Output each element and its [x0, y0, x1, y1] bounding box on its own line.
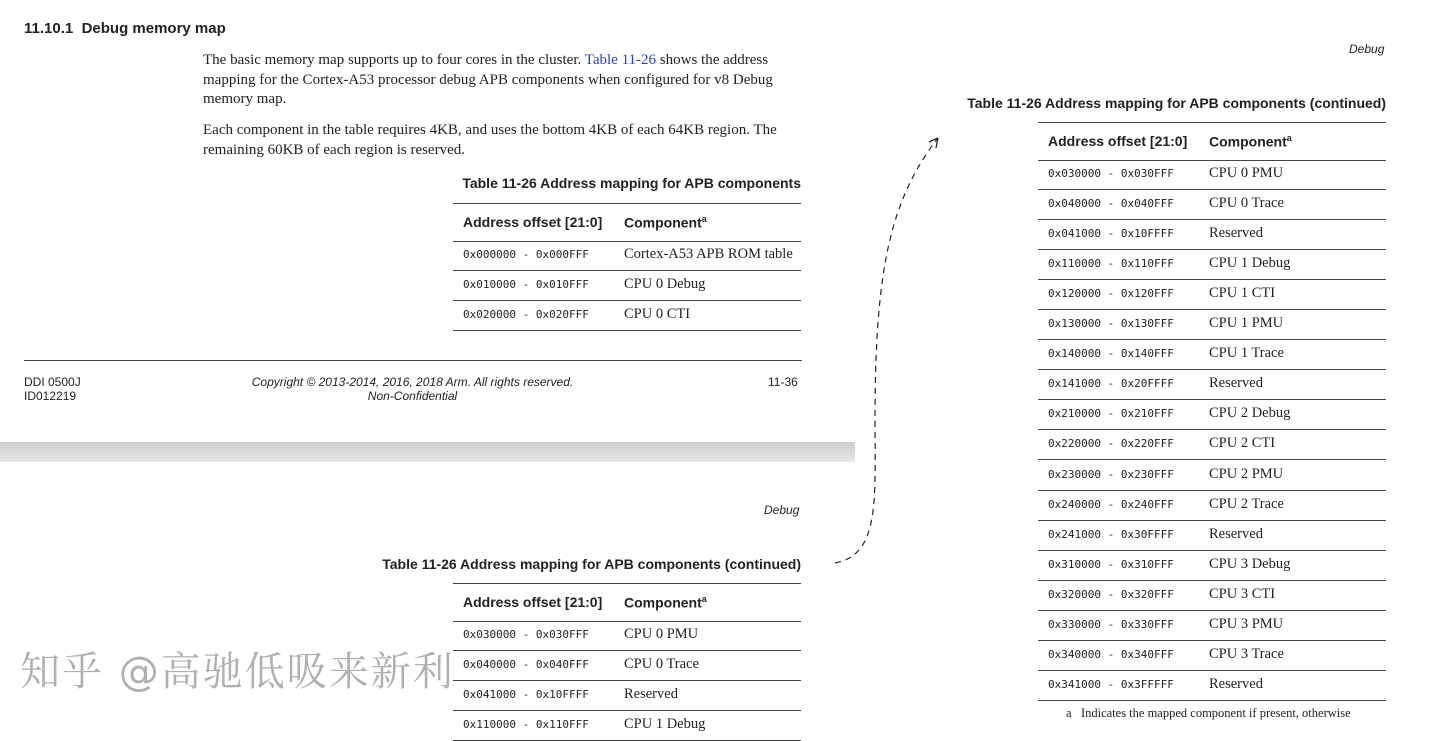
paragraph-1: The basic memory map supports up to four cores in the cluster. Table 11-26 shows the address mapping for the Cortex-A53 processor debug APB components when configured for v8 Debug memory map. — [203, 52, 773, 107]
table-title: Table 11-26 Address mapping for APB components — [462, 175, 801, 191]
table-row — [453, 300, 801, 331]
table-row — [1038, 429, 1386, 460]
table-row — [1038, 640, 1386, 671]
address-cell: 0x010000 - 0x010FFF — [463, 278, 589, 292]
table-row — [1038, 460, 1386, 491]
page-gap — [0, 442, 855, 462]
doc-number: DDI 0500J ID012219 — [24, 375, 81, 403]
address-cell: 0x120000 - 0x120FFF — [1048, 287, 1174, 301]
address-cell: 0x310000 - 0x310FFF — [1048, 557, 1174, 571]
address-cell: 0x041000 - 0x10FFFF — [463, 688, 589, 702]
component-cell: CPU 2 Trace — [1209, 495, 1284, 512]
address-cell: 0x000000 - 0x000FFF — [463, 248, 589, 261]
table-row — [1038, 610, 1386, 641]
table-row — [1038, 339, 1386, 370]
table-row — [1038, 219, 1386, 250]
component-cell: CPU 3 PMU — [1209, 615, 1284, 632]
component-cell: CPU 1 CTI — [1209, 285, 1276, 302]
table-row — [453, 620, 801, 651]
component-cell: CPU 1 Trace — [1209, 345, 1284, 362]
table-header: Address offset [21:0] Component$^a$ — [453, 203, 801, 242]
component-cell: CPU 1 Debug — [624, 716, 706, 733]
component-cell: CPU 3 Trace — [1209, 645, 1284, 662]
component-cell: CPU 2 PMU — [1209, 465, 1284, 482]
copyright: Copyright © 2013-2014, 2016, 2018 Arm. All rights reserved. Non-Confidential — [251, 375, 574, 403]
component-cell: CPU 3 CTI — [1209, 585, 1276, 602]
section-heading: 11.10.1 Debug memory map — [24, 20, 226, 37]
component-cell: CPU 0 Debug — [624, 276, 706, 293]
table-row — [453, 710, 801, 741]
address-cell: 0x220000 - 0x220FFF — [1048, 437, 1174, 451]
table-link[interactable]: Table 11-26 — [584, 52, 657, 68]
address-cell: 0x210000 - 0x210FFF — [1048, 407, 1174, 421]
table-header: Address offset [21:0] Component$^a$ — [453, 583, 801, 622]
component-cell: CPU 1 Debug — [1209, 255, 1291, 272]
page-number: 11-36 — [768, 375, 798, 389]
dashed-arrow — [820, 120, 960, 580]
address-cell: 0x230000 - 0x230FFF — [1048, 467, 1174, 481]
component-cell: Reserved — [1209, 675, 1263, 692]
component-cell: CPU 0 Trace — [624, 656, 699, 673]
table-row — [1038, 399, 1386, 430]
component-cell: CPU 1 PMU — [1209, 315, 1284, 332]
address-cell: 0x041000 - 0x10FFFF — [1048, 227, 1174, 241]
address-cell: 0x241000 - 0x30FFFF — [1048, 527, 1174, 541]
watermark: 知乎 @高驰低吸来新利 — [20, 649, 455, 695]
table-row — [1038, 520, 1386, 551]
address-cell: 0x140000 - 0x140FFF — [1048, 347, 1174, 361]
table-title: Table 11-26 Address mapping for APB components (continued) — [382, 556, 801, 572]
table-row — [453, 270, 801, 301]
address-cell: 0x330000 - 0x330FFF — [1048, 617, 1174, 631]
address-cell: 0x141000 - 0x20FFFF — [1048, 377, 1174, 391]
component-cell: Reserved — [1209, 375, 1263, 392]
component-cell: CPU 0 CTI — [624, 306, 691, 323]
address-cell: 0x320000 - 0x320FFF — [1048, 587, 1174, 601]
table-row — [453, 240, 801, 271]
address-cell: 0x040000 - 0x040FFF — [463, 658, 589, 672]
table-row — [453, 650, 801, 681]
component-cell: CPU 0 Trace — [1209, 195, 1284, 212]
component-cell: CPU 2 Debug — [1209, 405, 1291, 422]
component-cell: Reserved — [624, 686, 678, 703]
table-title: Table 11-26 Address mapping for APB components (continued) — [967, 95, 1386, 111]
address-cell: 0x110000 - 0x110FFF — [463, 718, 589, 732]
running-header: Debug — [764, 503, 800, 517]
address-cell: 0x240000 - 0x240FFF — [1048, 497, 1174, 511]
component-cell: CPU 0 PMU — [624, 626, 699, 642]
table-header: Address offset [21:0] Component$^a$ — [1038, 122, 1386, 161]
table-row — [1038, 309, 1386, 340]
address-cell: 0x110000 - 0x110FFF — [1048, 257, 1174, 271]
address-cell: 0x340000 - 0x340FFF — [1048, 647, 1174, 661]
address-cell: 0x341000 - 0x3FFFFF — [1048, 677, 1174, 691]
address-cell: 0x030000 - 0x030FFF — [463, 628, 589, 641]
table-row — [1038, 490, 1386, 521]
table-row — [1038, 189, 1386, 220]
component-cell: CPU 0 PMU — [1209, 165, 1284, 181]
address-cell: 0x040000 - 0x040FFF — [1048, 197, 1174, 211]
table-row — [1038, 249, 1386, 280]
address-cell: 0x030000 - 0x030FFF — [1048, 167, 1174, 180]
table-row — [453, 680, 801, 711]
footnote: a Indicates the mapped component if present, otherwise — [1066, 706, 1351, 720]
component-cell: CPU 2 CTI — [1209, 435, 1276, 452]
footer-rule — [24, 360, 802, 361]
address-cell: 0x020000 - 0x020FFF — [463, 308, 589, 322]
table-row — [1038, 580, 1386, 611]
table-row — [1038, 670, 1386, 701]
table-row — [1038, 550, 1386, 581]
component-cell: Reserved — [1209, 525, 1263, 542]
paragraph-2: Each component in the table requires 4KB, and uses the bottom 4KB of each 64KB region. The remaining 60KB of each region is reserved. — [203, 122, 777, 158]
component-cell: Cortex-A53 APB ROM table — [624, 246, 793, 262]
running-header: Debug — [1349, 42, 1385, 56]
component-cell: Reserved — [1209, 225, 1263, 242]
table-row — [1038, 279, 1386, 310]
address-cell: 0x130000 - 0x130FFF — [1048, 317, 1174, 331]
table-row — [1038, 369, 1386, 400]
component-cell: CPU 3 Debug — [1209, 555, 1291, 572]
table-row — [1038, 159, 1386, 190]
